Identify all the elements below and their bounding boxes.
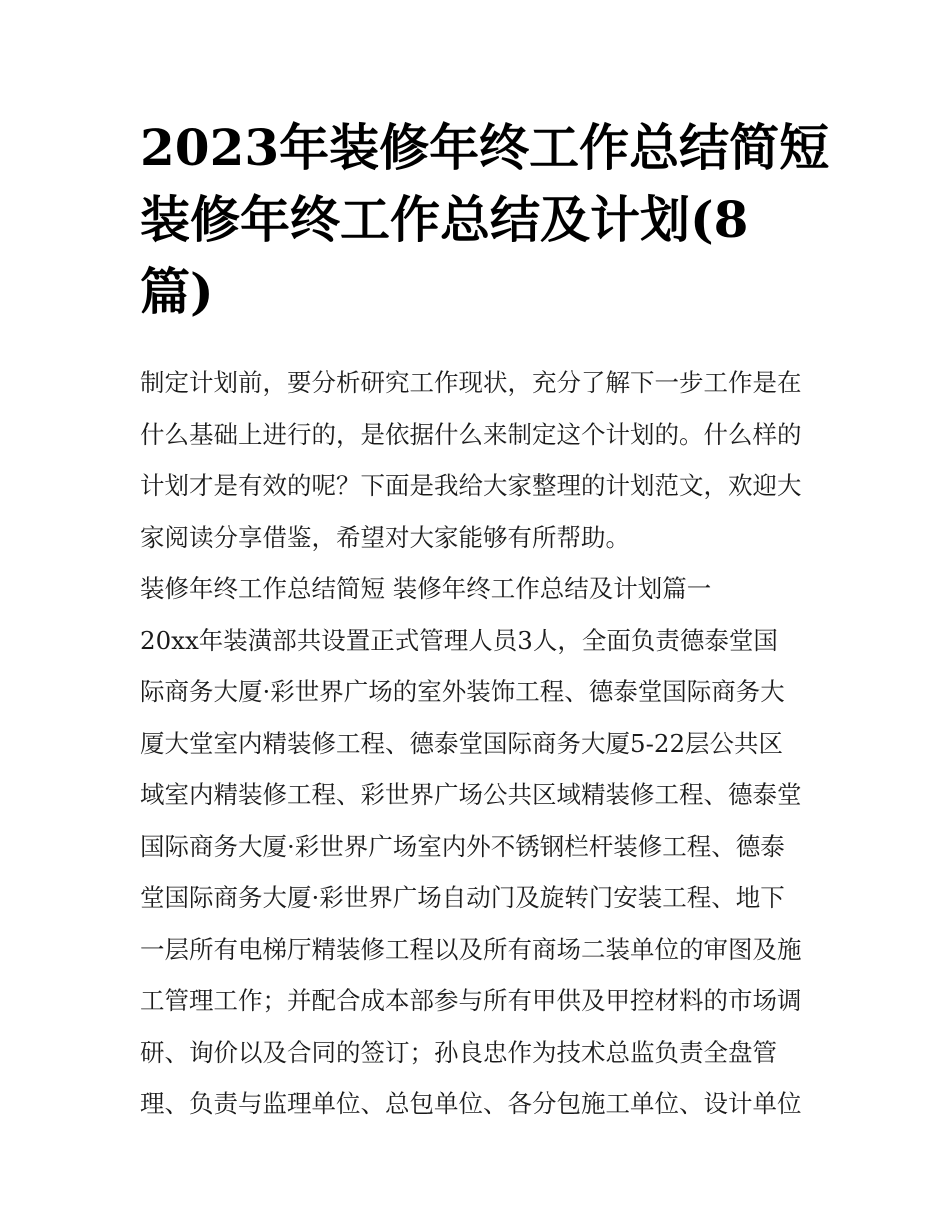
- title-line: 篇): [140, 262, 214, 321]
- body-line: 研、询价以及合同的签订；孙良忠作为技术总监负责全盘管: [140, 1037, 777, 1067]
- body-line: 20xx年装潢部共设置正式管理人员3人，全面负责德泰堂国: [140, 625, 778, 655]
- title-line: 2023年装修年终工作总结简短: [140, 118, 830, 177]
- section-heading: 装修年终工作总结简短 装修年终工作总结及计划篇一: [140, 574, 712, 603]
- body-line: 一层所有电梯厅精装修工程以及所有商场二装单位的审图及施: [140, 934, 802, 964]
- body-line: 工管理工作；并配合成本部参与所有甲供及甲控材料的市场调: [140, 986, 802, 1015]
- body-line: 域室内精装修工程、彩世界广场公共区域精装修工程、德泰堂: [140, 780, 802, 809]
- body-line: 什么基础上进行的，是依据什么来制定这个计划的。什么样的: [140, 419, 802, 449]
- document-title: [140, 112, 840, 328]
- title-line: 装修年终工作总结及计划(8: [140, 190, 749, 249]
- body-line: 家阅读分享借鉴，希望对大家能够有所帮助。: [140, 522, 630, 552]
- body-line: 制定计划前，要分析研究工作现状，充分了解下一步工作是在: [140, 368, 802, 397]
- body-line: 计划才是有效的呢？下面是我给大家整理的计划范文，欢迎大: [140, 471, 802, 500]
- body-line: 国际商务大厦·彩世界广场室内外不锈钢栏杆装修工程、德泰: [140, 831, 785, 861]
- body-line: 厦大堂室内精装修工程、德泰堂国际商务大厦5-22层公共区: [140, 728, 784, 758]
- body-line: 理、负责与监理单位、总包单位、各分包施工单位、设计单位: [140, 1089, 802, 1118]
- document-body: [140, 357, 840, 1130]
- body-line: 堂国际商务大厦·彩世界广场自动门及旋转门安装工程、地下: [140, 883, 785, 912]
- body-line: 际商务大厦·彩世界广场的室外装饰工程、德泰堂国际商务大: [140, 677, 785, 706]
